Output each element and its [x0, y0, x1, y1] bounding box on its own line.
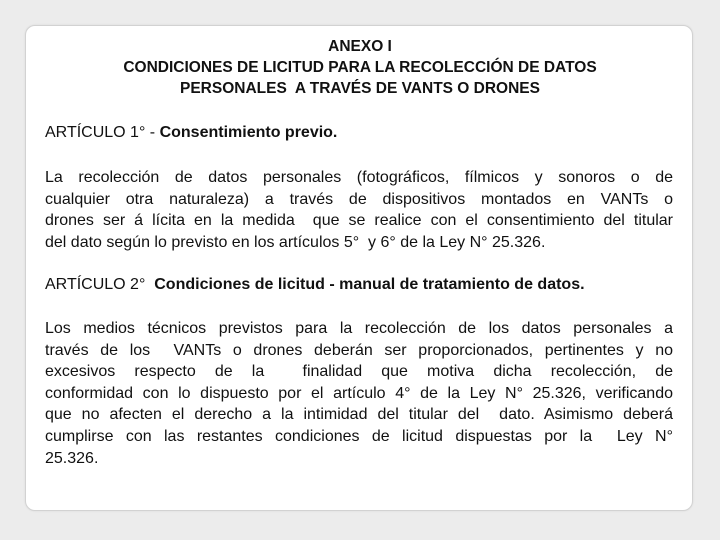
article-1-line: drones ser á lícita en la medida que se realice con el consentimiento del titular [45, 212, 673, 230]
annex-subtitle-line-1: CONDICIONES DE LICITUD PARA LA RECOLECCIÓN DE DATOS [123, 59, 597, 76]
article-2-line: cumplirse con las restantes condiciones de licitud dispuestas por la Ley N° [45, 427, 673, 445]
article-1-title: Consentimiento previo. [159, 124, 338, 141]
article-2-title: Condiciones de licitud - manual de tratamiento de datos. [154, 276, 585, 293]
article-1-line: La recolección de datos personales (fotográficos, fílmicos y sonoros o de [45, 169, 673, 186]
article-1-body [45, 167, 673, 253]
article-2-line: Los medios técnicos previstos para la recolección de los datos personales a [45, 320, 673, 337]
article-1-heading [45, 123, 337, 143]
article-2-label: ARTÍCULO 2° [45, 276, 155, 293]
article-2-line: excesivos respecto de la finalidad que motiva dicha recolección, de [45, 363, 673, 381]
article-2-line: conformidad con lo dispuesto por el artículo 4° de la Ley N° 25.326, verificando [45, 384, 673, 402]
annex-title-block [26, 36, 694, 99]
document-page [25, 25, 693, 511]
annex-subtitle-line-2: PERSONALES A TRAVÉS DE VANTS O DRONES [180, 80, 540, 97]
annex-title: ANEXO I [328, 38, 392, 55]
article-2-body [45, 318, 673, 469]
article-1-line: cualquier otra naturaleza) a través de dispositivos montados en VANTs o [45, 190, 673, 208]
article-1-line: del dato según lo previsto en los artículos 5° y 6° de la Ley N° 25.326. [45, 233, 546, 251]
article-2-line: que no afecten el derecho a la intimidad del titular del dato. Asimismo deberá [45, 406, 673, 424]
article-1-label: ARTÍCULO 1° - [45, 124, 160, 141]
article-2-line: través de los VANTs o drones deberán ser proporcionados, pertinentes y no [45, 341, 673, 359]
article-2-line: 25.326. [45, 449, 99, 467]
article-2-heading [45, 275, 585, 295]
